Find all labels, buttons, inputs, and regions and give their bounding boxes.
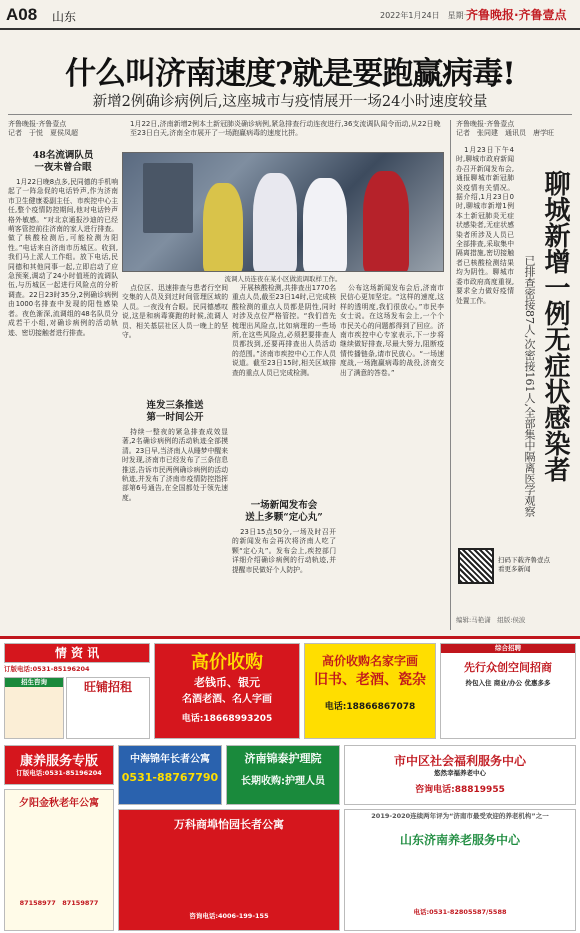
intro-text: 1月22日,济南新增2例本土新冠肺炎确诊病例,紧急排查行动连夜进行,36支流调队闻令而动,从22日晚至23日白天,济南全市展开了一场跑赢病毒的速度比拼。 [130, 120, 441, 137]
ad-welfare-center: 市中区社会福利服务中心 悠然幸福养老中心 咨询电话:88819955 [344, 745, 576, 805]
page-header [0, 0, 580, 30]
main-headline: 什么叫济南速度?就是要跑赢病毒! [65, 56, 515, 92]
editor-credit: 编辑:马艳潇 组版:侯波 [456, 616, 526, 624]
ad-shandong-elder: 2019-2020连续两年评为“济南市最受欢迎的养老机构”之一 山东济南养老服务中心 电话:0531-82805587/5588 [344, 809, 576, 931]
col3-subtitle: 一场新闻发布会 送上多颗“定心丸” [245, 500, 323, 523]
right-subhead: 已排查密接87人,次密接161人,全部集中隔离医学观察 [523, 255, 536, 517]
news-photo [122, 152, 444, 272]
ad-health-care: 康养服务专版 订版电话:0531-85196204 [4, 745, 114, 785]
qr-code [458, 548, 494, 584]
col2-text2: 持续一整夜的紧急排查成效显著,2名确诊病例的活动轨迹全部摸清。23日早,当济南人从睡梦中醒来时发现,济南市已经发布了三条信息推送,告诉市民两例确诊病例的活动轨迹,并发布了济南市疫情防控指挥部第6号通告,在全国都处于领先速度。 [122, 428, 228, 502]
ad-buy-coins: 高价收购 老钱币、银元 名酒老酒、名人字画 电话:18668993205 [154, 643, 300, 739]
ad-info-phone: 订版电话:0531-85196204 [4, 665, 90, 673]
right-byline: 齐鲁晚报·齐鲁壹点 记者 张同建 通讯员 唐学旺 [456, 120, 554, 137]
col1-title: 48名流调队员 一夜未曾合眼 [32, 150, 94, 173]
ad-zhonghai: 中海锦年长者公寓 0531-88767790 [118, 745, 222, 805]
ad-vanke: 万科商埠怡园长者公寓 咨询电话:4006-199-155 [118, 809, 340, 931]
ads-section [0, 636, 580, 933]
ad-jintai: 济南锦泰护理院 长期收购:护理人员 [226, 745, 340, 805]
ad-enrollment: 招生咨询 [4, 677, 64, 739]
col3-text2: 23日15点50分,一场及时召开的新闻发布会再次将济南人吃了颗“定心丸”。发布会上,疾控部门详细介绍确诊病例的行动轨迹,并提醒市民做好个人防护。 [232, 528, 336, 574]
ad-info-title: 情 资 讯 [54, 646, 100, 660]
col1-text: 1月22日晚8点多,民同德的手机响起了一阵急促的电话铃声,作为济南市卫生健康委副主任、市疾控中心主任,整个疫情防控期间,他对电话铃声格外敏感。“对北京通报沙迪的已经萌客管控前往济南的家人进行排查。做了核酸检测后,可能检测为阳性。”电话来自济南市历城区。收到,我们马上派人工作组。放下电话,民同德和其他同事一起,立即启动了应急预案,调动了24小时值班的流调队伍,与历城区一起进行风险点的分析调查。22日23时35分,2例确诊病例由1000名排查中发现的阳性感染者。夜色渐深,流调组的48名队员分成若干小组,对确诊病例的活动轨迹、密切接触者进行排查。 [8, 178, 118, 337]
issue-date: 2022年1月24日 星期一 [380, 11, 472, 20]
page-number: A08 [6, 5, 38, 24]
col4-text: 公布这场新闻发布会后,济南市民信心更加坚定。“这样的速度,这样的透明度,我们很放心。”市民李女士说。在这场发布会上,一个个市民关心的问题都得到了回应。济南市疾控中心专家表示,下一步将继续做好排查,尽最大努力,阻断疫情传播链条,请市民放心。“一场速度战,一场跑赢病毒的战役,济南交出了满意的答卷。” [340, 284, 444, 377]
photo-caption: 流调人员连夜在某小区做流调取样工作。 [224, 275, 342, 283]
col2-text: 点位区、迅速排查与患者行空间交集的人员及到过时间管理区域的人员。一夜没有合眼。民同德感叹说,这是和病毒赛跑的时候,流调人员、相关基层社区人员一晚上的坚守。 [122, 284, 228, 340]
right-headline: 聊城新增一例无症状感染者 [540, 170, 570, 482]
divider [8, 114, 572, 115]
qr-caption: 扫码下载齐鲁壹点 看更多新闻 [498, 556, 550, 573]
col3-text: 开展核酸检测,共排查出1770名重点人员,截至23日14时,已完成核酸检测的重点人员都是阴性,同时对涉及点位严格管控。“我们首先梳理出风险点,比如病理的一些场所,在这些风险点,必须把要排查人员都找到,还要再排查出人员活动的范围。”济南市疾控中心工作人员说道。截至23日15时,相关区域排查的重点人员已完成检测。 [232, 284, 336, 377]
ad-buy-paintings: 高价收购名家字画 旧书、老酒、瓷杂 电话:18866867078 [304, 643, 436, 739]
right-text: 1月23日下午4时,聊城市政府新闻办召开新闻发布会,通报聊城市新冠肺炎疫情有关情况。据介绍,1月23日0时,聊城市新增1例本土新冠肺炎无症状感染者,无症状感染者所涉及人员已全部排查,采取集中隔离措施,密切接触者已核酸检测结果均为阴性。聊城市委市政府高度重视,要求全力做好疫情处置工作。 [456, 146, 514, 305]
ad-autumn-apartment: 夕阳金秋老年公寓 87158977 87159877 [4, 789, 114, 931]
byline-left: 齐鲁晚报·齐鲁壹点 记者 于悦 夏侯凤超 [8, 120, 78, 137]
ad-shop-rent: 旺铺招租 [66, 677, 150, 739]
section-name: 山东 [52, 10, 77, 24]
main-subhead: 新增2例确诊病例后,这座城市与疫情展开一场24小时速度较量 [92, 94, 488, 110]
ad-recruit: 综合招聘 先行众创空间招商 拎包入住 商业/办公 优惠多多 [440, 643, 576, 739]
masthead-logo: 齐鲁晚报·齐鲁壹点 [466, 8, 567, 22]
ad-info-banner [4, 643, 150, 663]
column-divider [450, 120, 451, 630]
col2-subtitle: 连发三条推送 第一时间公开 [146, 400, 204, 423]
